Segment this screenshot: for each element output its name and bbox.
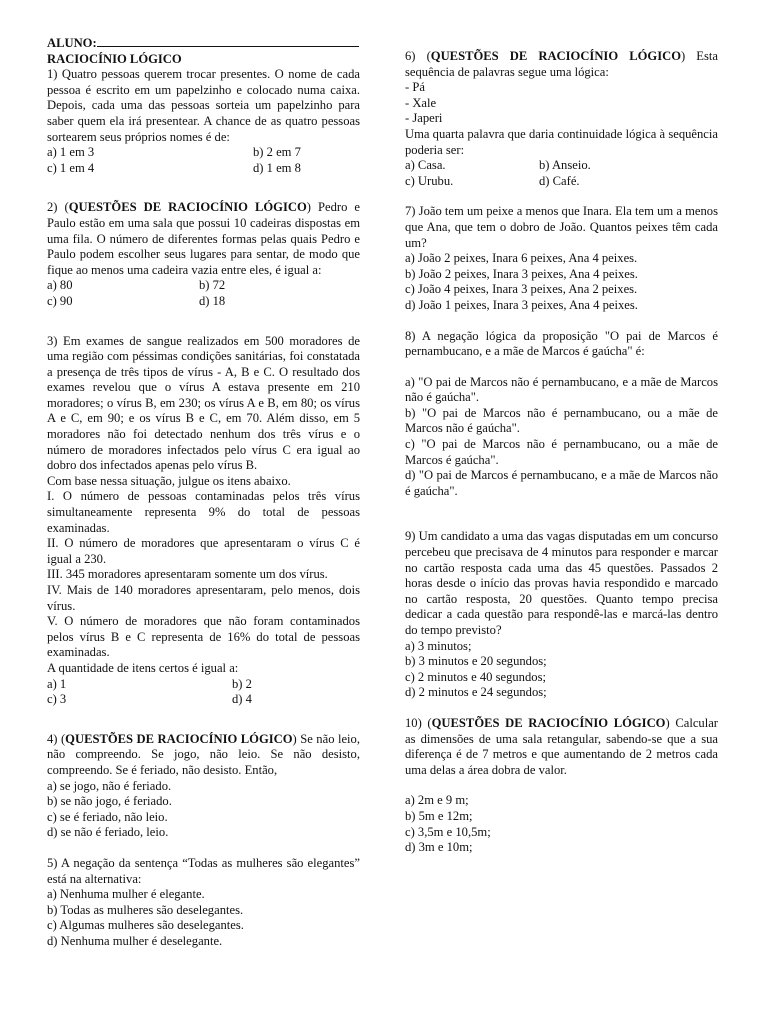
question-8-option-b: b) "O pai de Marcos não é pernambucano, ou a mãe de Marcos não é gaúcha".	[405, 405, 718, 436]
question-10-option-a: a) 2m e 9 m;	[405, 793, 469, 808]
question-9-option-c: c) 2 minutos e 40 segundos;	[405, 669, 546, 684]
question-6-option-d: d) Café.	[539, 173, 580, 188]
question-4-option-a: a) se jogo, não é feriado.	[47, 778, 172, 793]
question-3-item-5: V. O número de moradores que não foram contaminados pelos vírus B e C representa de 16% do total de pessoas examinadas.	[47, 614, 360, 660]
question-3-options-row-2	[47, 692, 360, 708]
question-2-tag: QUESTÕES DE RACIOCÍNIO LÓGICO	[68, 200, 307, 215]
question-9-text: 9) Um candidato a uma das vagas disputadas em um concurso percebeu que precisava de 4 minutos para responder e marcar no cartão resposta cada uma das 45 questões. Passados 2 horas desde o início das provas havia respondido e marcado no cartão resposta, 20 questões. Quanto tempo precisa dedicar a cada questão para respondê-las e marcá-las dentro do tempo previsto?	[405, 529, 718, 637]
question-6-option-c: c) Urubu.	[405, 173, 454, 188]
question-3-text: 3) Em exames de sangue realizados em 500 moradores de uma região com péssimas condições sanitárias, foi constatada a presença de três tipos de vírus - A, B e C. O resultado dos exames revelou que o vírus A estava presente em 210 moradores; o vírus B, em 230; os vírus A e B, em 80; os vírus A e C, em 90; e os vírus B e C, em 70. Além disso, em 5 moradores não foi detectado nenhum dos três vírus e o número de moradores infectados pelo vírus C era igual ao dobro dos infectados apenas pelo vírus B.	[47, 333, 360, 473]
question-2-body: Pedro e Paulo estão em uma sala que possui 10 cadeiras dispostas em uma fila. O número de diferentes formas pelas quais Pedro e Paulo podem escolher seus lugares para sentar, de modo que fique ao menos uma cadeira vazia entre eles, é igual a:	[47, 200, 360, 277]
question-4-option-d: d) se não é feriado, leio.	[47, 825, 169, 840]
question-4-option-c: c) se é feriado, não leio.	[47, 809, 168, 824]
question-6-option-b: b) Anseio.	[539, 158, 591, 173]
question-8-text: 8) A negação lógica da proposição "O pai de Marcos é pernambucano, e a mãe de Marcos é gaúcha" é:	[405, 328, 718, 359]
question-4-tag: QUESTÕES DE RACIOCÍNIO LÓGICO	[65, 731, 293, 746]
question-7-option-a: a) João 2 peixes, Inara 6 peixes, Ana 4 peixes.	[405, 251, 638, 266]
question-1-options-row-2	[47, 161, 360, 177]
question-6-text: 6) (QUESTÕES DE RACIOCÍNIO LÓGICO) Esta sequência de palavras segue uma lógica:	[405, 49, 718, 79]
question-2-option-b: b) 72	[199, 278, 226, 293]
question-3-question: A quantidade de itens certos é igual a:	[47, 660, 239, 675]
question-3-intro: Com base nessa situação, julgue os itens abaixo.	[47, 473, 291, 488]
question-7-option-d: d) João 1 peixes, Inara 3 peixes, Ana 4 peixes.	[405, 297, 638, 312]
question-6-options-row-1	[405, 158, 718, 174]
student-name-blank	[97, 34, 359, 47]
question-10-option-d: d) 3m e 10m;	[405, 840, 473, 855]
question-7-text: 7) João tem um peixe a menos que Inara. Ela tem um a menos que Ana, que tem o dobro de João. Quantos peixes têm cada um?	[405, 204, 718, 250]
question-3-option-a: a) 1	[47, 676, 67, 691]
question-9-option-d: d) 2 minutos e 24 segundos;	[405, 685, 547, 700]
question-2-options-row-2	[47, 294, 360, 310]
question-6-options-row-2	[405, 174, 718, 190]
question-2-options-row-1	[47, 278, 360, 294]
question-4-option-b: b) se não jogo, é feriado.	[47, 794, 172, 809]
question-3-item-3: III. 345 moradores apresentaram somente um dos vírus.	[47, 567, 328, 582]
question-6-tag: QUESTÕES DE RACIOCÍNIO LÓGICO	[430, 49, 682, 63]
question-5-option-a: a) Nenhuma mulher é elegante.	[47, 887, 205, 902]
question-5-option-d: d) Nenhuma mulher é deselegante.	[47, 933, 223, 948]
left-column	[47, 34, 360, 949]
right-column	[405, 49, 718, 856]
question-1-option-a: a) 1 em 3	[47, 145, 95, 160]
student-label: ALUNO:	[47, 36, 97, 50]
question-10-option-b: b) 5m e 12m;	[405, 808, 473, 823]
student-name-line	[47, 34, 360, 52]
question-3-option-b: b) 2	[232, 676, 252, 691]
question-7-option-b: b) João 2 peixes, Inara 3 peixes, Ana 4 peixes.	[405, 266, 638, 281]
question-3-item-4: IV. Mais de 140 moradores apresentaram, pelo menos, dois vírus.	[47, 583, 360, 613]
question-3-options-row-1	[47, 677, 360, 693]
question-8-option-d: d) "O pai de Marcos é pernambucano, e a mãe de Marcos não é gaúcha".	[405, 468, 718, 498]
question-10-text: 10) (QUESTÕES DE RACIOCÍNIO LÓGICO) Calcular as dimensões de uma sala retangular, sabendo-se que a sua diferença é de 7 metros e que aumentando de 2 metros cada uma delas a área dobra de valor.	[405, 715, 718, 777]
question-6-question: Uma quarta palavra que daria continuidade lógica à sequência poderia ser:	[405, 126, 718, 157]
question-9-option-a: a) 3 minutos;	[405, 638, 472, 653]
question-5-option-b: b) Todas as mulheres são deselegantes.	[47, 902, 244, 917]
question-3-item-1: I. O número de pessoas contaminadas pelos três vírus simultaneamente representa 9% do total de pessoas examinadas.	[47, 489, 360, 535]
question-7-option-c: c) João 4 peixes, Inara 3 peixes, Ana 2 peixes.	[405, 282, 638, 297]
question-3-item-2: II. O número de moradores que apresentaram o vírus C é igual a 230.	[47, 536, 360, 566]
subject-title: RACIOCÍNIO LÓGICO	[47, 51, 182, 66]
question-1-option-c: c) 1 em 4	[47, 160, 95, 175]
question-8-option-a: a) "O pai de Marcos não é pernambucano, e a mãe de Marcos não é gaúcha".	[405, 374, 718, 405]
question-5-text: 5) A negação da sentença “Todas as mulheres são elegantes” está na alternativa:	[47, 855, 360, 886]
question-8-option-c: c) "O pai de Marcos não é pernambucano, ou a mãe de Marcos é gaúcha".	[405, 437, 718, 467]
question-1-option-d: d) 1 em 8	[253, 160, 301, 175]
question-1-option-b: b) 2 em 7	[253, 145, 301, 160]
question-3-option-c: c) 3	[47, 692, 67, 707]
question-6-word-1: - Pá	[405, 80, 425, 95]
question-1-text: 1) Quatro pessoas querem trocar presentes. O nome de cada pessoa é escrito em um papelzinho e colocado numa caixa. Depois, cada uma das pessoas sorteia um papelzinho para saber quem ela irá presentear. A chance de as quatro pessoas sortearem seus próprios nomes é de:	[47, 67, 360, 144]
question-5-option-c: c) Algumas mulheres são deselegantes.	[47, 918, 244, 933]
question-2-option-a: a) 80	[47, 278, 73, 293]
question-1-options-row-1	[47, 145, 360, 161]
question-4-text: 4) (QUESTÕES DE RACIOCÍNIO LÓGICO) Se não leio, não compreendo. Se jogo, não leio. Se não desisto, compreendo. Se é feriado, não desisto. Então,	[47, 731, 360, 777]
question-6-option-a: a) Casa.	[405, 158, 446, 173]
question-10-tag: QUESTÕES DE RACIOCÍNIO LÓGICO	[431, 715, 666, 730]
question-4-body: Se não leio, não compreendo. Se jogo, não leio. Se não desisto, compreendo. Se é feriado, não desisto. Então,	[47, 731, 360, 777]
question-3-option-d: d) 4	[232, 692, 252, 707]
question-10-body: Calcular as dimensões de uma sala retangular, sabendo-se que a sua diferença é de 7 metros e que aumentando de 2 metros cada uma delas a área dobra de valor.	[405, 715, 718, 777]
question-2-text: 2) (QUESTÕES DE RACIOCÍNIO LÓGICO) Pedro e Paulo estão em uma sala que possui 10 cadeiras dispostas em uma fila. O número de diferentes formas pelas quais Pedro e Paulo podem escolher seus lugares para sentar, de modo que fique ao menos uma cadeira vazia entre eles, é igual a:	[47, 200, 360, 277]
question-6-word-3: - Japeri	[405, 111, 443, 126]
question-2-option-c: c) 90	[47, 293, 73, 308]
question-9-option-b: b) 3 minutos e 20 segundos;	[405, 654, 547, 669]
question-2-option-d: d) 18	[199, 293, 226, 308]
question-10-option-c: c) 3,5m e 10,5m;	[405, 824, 491, 839]
question-6-word-2: - Xale	[405, 95, 437, 110]
